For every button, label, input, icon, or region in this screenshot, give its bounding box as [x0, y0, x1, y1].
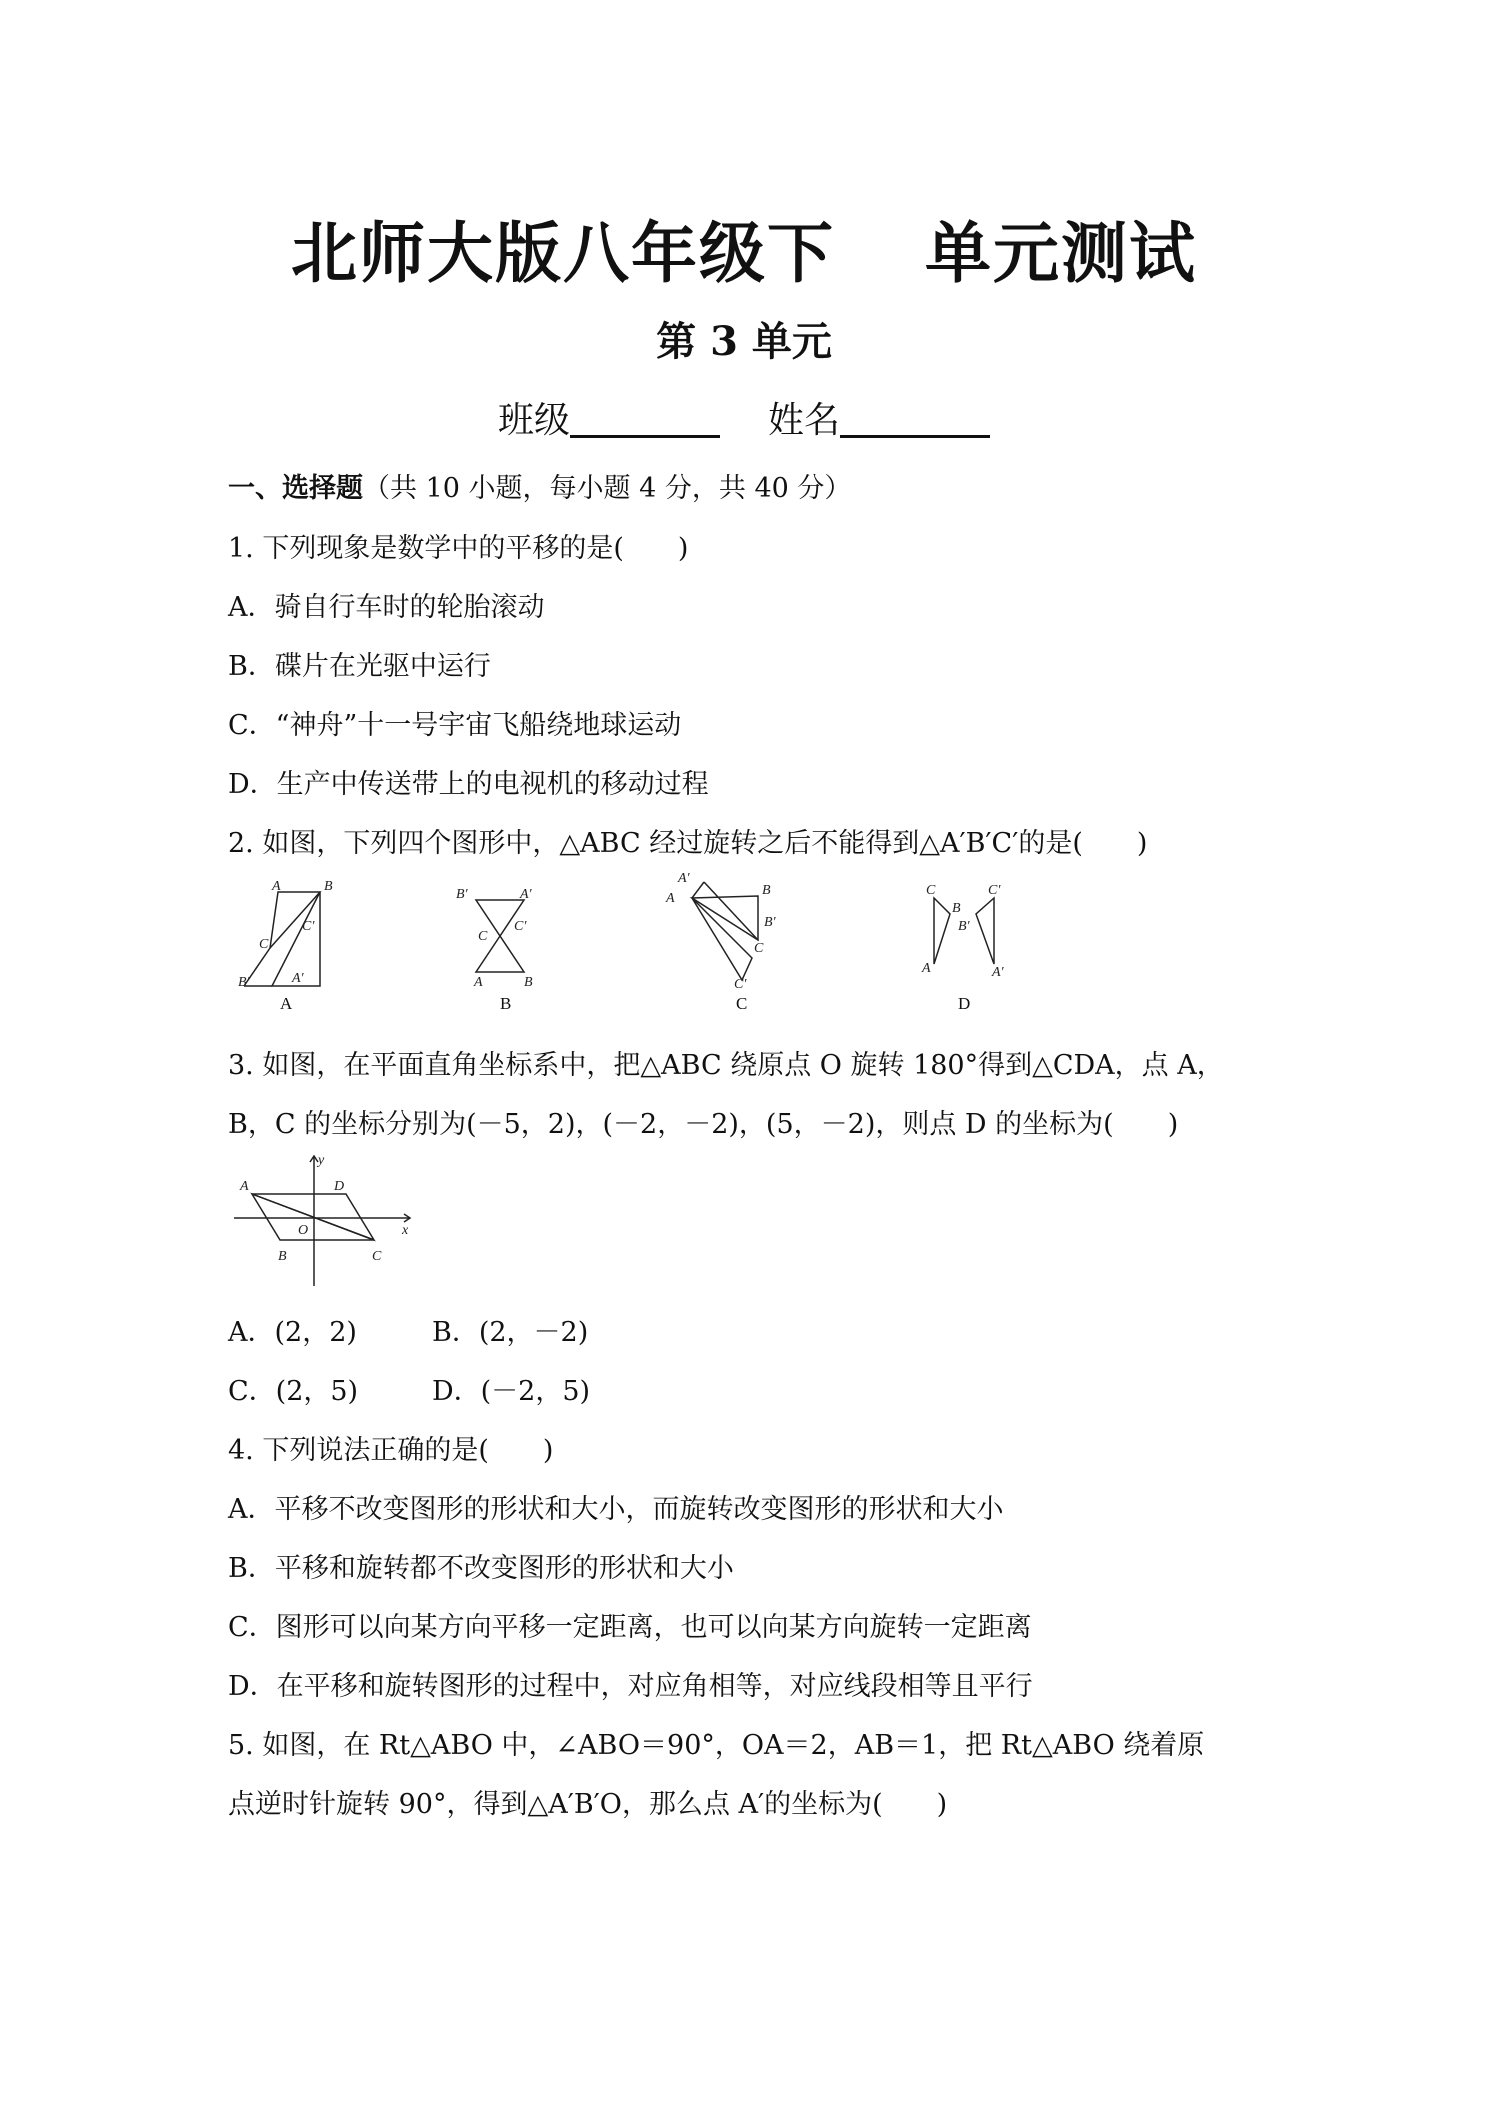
q2a-pt-0: A — [272, 879, 281, 894]
q2-fig-label-c: C — [736, 994, 748, 1013]
page-title — [0, 200, 1488, 295]
q1-option-a[interactable]: A．骑自行车时的轮胎滚动 — [228, 592, 545, 623]
unit-subtitle: 第 3 单元 — [656, 318, 832, 365]
q2a-pt-4: B′ — [238, 975, 250, 990]
q2d-pt-2: C′ — [988, 883, 1001, 898]
q3-triangle-cda — [252, 1194, 374, 1240]
q2a-pt-2: C — [259, 937, 269, 952]
q4-option-a[interactable]: A．平移不改变图形的形状和大小，而旋转改变图形的形状和大小 — [228, 1494, 1004, 1525]
q2b-pt-1: A′ — [520, 887, 532, 902]
section-note: （共 10 小题，每小题 4 分，共 40 分） — [363, 473, 852, 504]
q4-option-c[interactable]: C．图形可以向某方向平移一定距离，也可以向某方向旋转一定距离 — [228, 1612, 1032, 1643]
q2a-pt-5: A′ — [292, 971, 304, 986]
q4-option-b[interactable]: B．平移和旋转都不改变图形的形状和大小 — [228, 1553, 734, 1584]
q5-stem-line1: 5. 如图，在 Rt△ABO 中，∠ABO＝90°，OA＝2，AB＝1，把 Rt△ABO 绕着原 — [228, 1730, 1205, 1761]
q2d-pt-3: B′ — [958, 919, 970, 934]
section-title: 一、选择题 — [228, 473, 363, 504]
q3-stem-line2: B，C 的坐标分别为(－5，2)，(－2，－2)，(5，－2)，则点 D 的坐标为( ) — [228, 1109, 1179, 1140]
q2b-pt-0: B′ — [456, 887, 468, 902]
q2b-pt-5: B — [524, 975, 533, 988]
q2b-pt-2: C — [478, 929, 488, 944]
q2-figure-a — [232, 878, 352, 998]
q2d-pt-1: B — [952, 901, 961, 916]
q2a-pt-3: C′ — [302, 919, 315, 934]
q3-pt-4: O — [298, 1223, 309, 1238]
q3-pt-3: D — [334, 1179, 345, 1194]
q3-option-a[interactable]: A．(2，2) — [228, 1317, 357, 1348]
q4-stem: 4. 下列说法正确的是( ) — [228, 1435, 554, 1466]
q2c-pt-0: A′ — [678, 871, 690, 886]
q3-pt-1: x — [402, 1223, 409, 1238]
class-label: 班级 — [497, 400, 570, 441]
q5-stem-line2: 点逆时针旋转 90°，得到△A′B′O，那么点 A′的坐标为( ) — [228, 1789, 948, 1820]
q1-option-c[interactable]: C．“神舟”十一号宇宙飞船绕地球运动 — [228, 710, 682, 741]
q1-option-b[interactable]: B．碟片在光驱中运行 — [228, 651, 491, 682]
q3-stem-line1: 3. 如图，在平面直角坐标系中，把△ABC 绕原点 O 旋转 180°得到△CDA，点 A， — [228, 1050, 1224, 1081]
q3-pt-2: A — [240, 1179, 249, 1194]
q2c-triangle-abc — [692, 896, 758, 940]
name-blank[interactable] — [840, 401, 990, 438]
q2-fig-label-a: A — [280, 994, 293, 1013]
q2d-triangle-abc — [934, 898, 950, 964]
q3-pt-6: C — [372, 1249, 382, 1264]
q2c-triangle-image — [692, 898, 752, 980]
q3-pt-5: B — [278, 1249, 287, 1264]
q2c-pt-2: B — [762, 883, 771, 898]
q2c-pt-4: C — [754, 941, 764, 956]
q2c-pt-1: A — [666, 891, 675, 906]
class-blank[interactable] — [570, 401, 720, 438]
q2d-triangle-image — [976, 898, 994, 964]
q3-option-d[interactable]: D．(－2，5) — [432, 1376, 591, 1407]
q2-figure-d — [910, 878, 1020, 988]
q2c-segment — [692, 882, 704, 898]
q2-fig-label-b: B — [500, 994, 512, 1013]
q2a-pt-1: B — [324, 879, 333, 894]
q4-option-d[interactable]: D．在平移和旋转图形的过程中，对应角相等，对应线段相等且平行 — [228, 1671, 1033, 1702]
q2b-pt-4: A — [474, 975, 483, 988]
title-left: 北师大版八年级下 — [291, 215, 835, 292]
q2d-pt-5: A′ — [992, 965, 1004, 980]
q2-figure-b — [452, 878, 552, 988]
q2d-pt-0: C — [926, 883, 936, 898]
q1-stem: 1. 下列现象是数学中的平移的是( ) — [228, 533, 689, 564]
q3-option-c[interactable]: C．(2，5) — [228, 1376, 359, 1407]
q2c-pt-3: B′ — [764, 915, 776, 930]
q2-figure-c — [662, 870, 802, 990]
q3-option-b[interactable]: B．(2，－2) — [432, 1317, 589, 1348]
q2b-pt-3: C′ — [514, 919, 527, 934]
q2-stem: 2. 如图，下列四个图形中，△ABC 经过旋转之后不能得到△A′B′C′的是( ) — [228, 828, 1148, 859]
q2c-pt-5: C′ — [734, 977, 747, 990]
class-name-line — [0, 392, 1488, 443]
q2d-pt-4: A — [922, 961, 931, 976]
title-right: 单元测试 — [925, 215, 1197, 292]
q3-pt-0: y — [318, 1153, 325, 1168]
name-label: 姓名 — [768, 400, 841, 441]
q1-option-d[interactable]: D．生产中传送带上的电视机的移动过程 — [228, 769, 709, 800]
section-heading — [228, 466, 851, 505]
q2-fig-label-d: D — [958, 994, 971, 1013]
q3-coordinate-figure — [222, 1152, 422, 1292]
